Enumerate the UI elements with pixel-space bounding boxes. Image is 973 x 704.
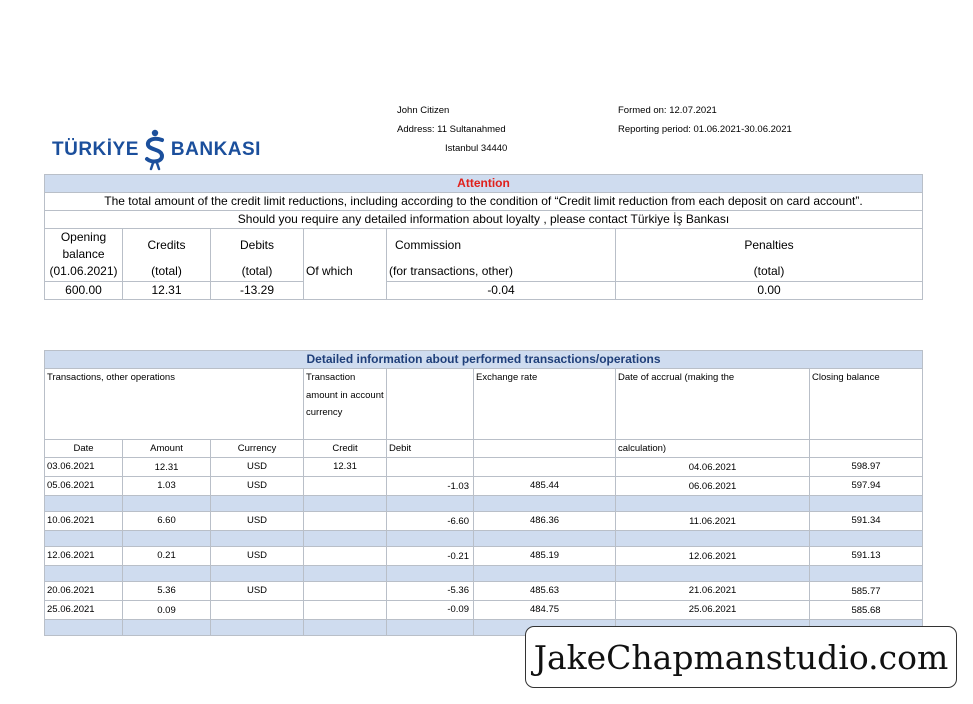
row-currency xyxy=(211,601,304,620)
opening-balance-date: (01.06.2021) xyxy=(49,264,118,278)
row-rate: 486.36 xyxy=(474,512,616,531)
table-row xyxy=(45,601,923,620)
transactions-title: Detailed information about performed transactions/operations xyxy=(45,351,923,369)
client-name: John Citizen xyxy=(397,105,450,116)
commission-label: Commission xyxy=(395,238,462,252)
row-amount: 1.03 xyxy=(123,477,211,496)
row-credit xyxy=(304,582,387,601)
penalties-header xyxy=(616,229,923,282)
debits-header xyxy=(211,229,304,282)
penalties-label: Penalties xyxy=(744,238,794,252)
bank-logo xyxy=(52,128,261,172)
summary-note-2: Should you require any detailed information about loyalty , please contact Türkiye İş Bankası xyxy=(45,211,923,229)
row-credit: 12.31 xyxy=(304,458,387,477)
client-city: Istanbul 34440 xyxy=(445,143,508,154)
credits-label: Credits xyxy=(147,238,186,252)
opening-balance-header xyxy=(45,229,123,282)
row-accrual: 06.06.2021 xyxy=(616,477,810,496)
row-rate: 484.75 xyxy=(474,601,616,620)
row-closing: 597.94 xyxy=(810,477,923,496)
report-info xyxy=(618,101,792,139)
opening-balance-value: 600.00 xyxy=(45,282,123,300)
row-debit: -1.03 xyxy=(387,477,474,496)
commission-value: -0.04 xyxy=(387,282,616,300)
table-row xyxy=(45,582,923,601)
formed-on: Formed on: 12.07.2021 xyxy=(618,105,717,116)
row-credit xyxy=(304,512,387,531)
row-amount: 12.31 xyxy=(123,458,211,477)
row-debit: -0.21 xyxy=(387,547,474,566)
row-closing: 591.13 xyxy=(810,547,923,566)
row-accrual: 04.06.2021 xyxy=(616,458,810,477)
row-currency: USD xyxy=(211,477,304,496)
row-debit: -6.60 xyxy=(387,512,474,531)
tx-amount-header: Transaction amount in account currency xyxy=(304,369,387,440)
credits-header xyxy=(123,229,211,282)
summary-note-1: The total amount of the credit limit reductions, including according to the condition of “Credit limit reduction from each deposit on card account”. xyxy=(45,193,923,211)
row-debit: -0.09 xyxy=(387,601,474,620)
closing-balance-header: Closing balance xyxy=(810,369,923,440)
attention-heading: Attention xyxy=(45,175,923,193)
row-debit xyxy=(387,458,474,477)
col-debit: Debit xyxy=(387,440,474,458)
separator-row xyxy=(45,566,923,582)
client-info xyxy=(397,101,507,158)
penalties-sub: (total) xyxy=(753,264,785,278)
col-date: Date xyxy=(45,440,123,458)
row-accrual: 11.06.2021 xyxy=(616,512,810,531)
separator-row xyxy=(45,531,923,547)
debits-label: Debits xyxy=(239,238,274,252)
summary-table xyxy=(44,174,923,300)
table-row xyxy=(45,512,923,531)
watermark: JakeChapmanstudio.com xyxy=(525,626,957,688)
row-currency: USD xyxy=(211,582,304,601)
exchange-rate-header: Exchange rate xyxy=(474,369,616,440)
row-currency: USD xyxy=(211,547,304,566)
accrual-header: Date of accrual (making the xyxy=(616,369,810,440)
logo-text-left: TÜRKİYE xyxy=(52,139,139,160)
debits-sub: (total) xyxy=(241,264,273,278)
row-currency: USD xyxy=(211,458,304,477)
commission-sub: (for transactions, other) xyxy=(389,264,514,278)
col-accrual-end: calculation) xyxy=(616,440,810,458)
row-rate: 485.63 xyxy=(474,582,616,601)
row-credit xyxy=(304,477,387,496)
row-accrual: 25.06.2021 xyxy=(616,601,810,620)
row-credit xyxy=(304,547,387,566)
col-closing-blank xyxy=(810,440,923,458)
row-amount: 0.21 xyxy=(123,547,211,566)
row-credit xyxy=(304,601,387,620)
separator-row xyxy=(45,496,923,512)
row-closing: 591.34 xyxy=(810,512,923,531)
logo-text-right: BANKASI xyxy=(170,139,261,160)
col-rate-blank xyxy=(474,440,616,458)
row-closing: 585.77 xyxy=(810,582,923,601)
credits-sub: (total) xyxy=(151,264,182,278)
table-row xyxy=(45,477,923,496)
blank-header xyxy=(387,369,474,440)
table-row xyxy=(45,458,923,477)
row-date: 20.06.2021 xyxy=(45,582,123,601)
row-accrual: 12.06.2021 xyxy=(616,547,810,566)
debits-value: -13.29 xyxy=(211,282,304,300)
row-rate: 485.44 xyxy=(474,477,616,496)
col-currency: Currency xyxy=(211,440,304,458)
table-row xyxy=(45,547,923,566)
row-closing: 585.68 xyxy=(810,601,923,620)
row-date: 03.06.2021 xyxy=(45,458,123,477)
penalties-value: 0.00 xyxy=(616,282,923,300)
row-amount: 6.60 xyxy=(123,512,211,531)
bank-emblem-icon xyxy=(141,128,169,172)
of-which-header: Of which xyxy=(304,229,387,300)
transactions-table xyxy=(44,350,923,636)
col-credit: Credit xyxy=(304,440,387,458)
row-rate: 485.19 xyxy=(474,547,616,566)
row-accrual: 21.06.2021 xyxy=(616,582,810,601)
opening-balance-label: Opening balance xyxy=(60,230,107,261)
row-date: 05.06.2021 xyxy=(45,477,123,496)
row-currency: USD xyxy=(211,512,304,531)
transactions-header: Transactions, other operations xyxy=(45,369,304,440)
reporting-period: Reporting period: 01.06.2021-30.06.2021 xyxy=(618,124,792,135)
row-amount: 0.09 xyxy=(123,601,211,620)
row-date: 12.06.2021 xyxy=(45,547,123,566)
row-date: 25.06.2021 xyxy=(45,601,123,620)
client-address: Address: 11 Sultanahmed xyxy=(397,124,506,135)
row-rate xyxy=(474,458,616,477)
row-debit: -5.36 xyxy=(387,582,474,601)
col-amount: Amount xyxy=(123,440,211,458)
credits-value: 12.31 xyxy=(123,282,211,300)
row-date: 10.06.2021 xyxy=(45,512,123,531)
commission-header xyxy=(387,229,616,282)
row-amount: 5.36 xyxy=(123,582,211,601)
row-closing: 598.97 xyxy=(810,458,923,477)
